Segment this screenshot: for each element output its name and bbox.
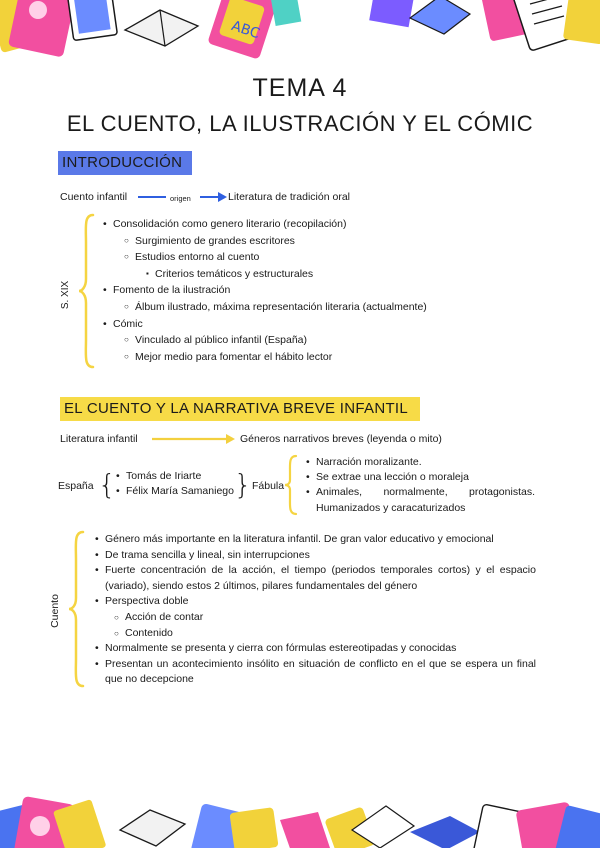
intro-side-label: S. XIX [60, 280, 72, 310]
list-item: ▪ Criterios temáticos y estructurales [155, 266, 427, 283]
intro-flow-to: Literatura de tradición oral [228, 191, 350, 203]
list-item: • Fuerte concentración de la acción, el tiempo (periodos temporales cortos) y el espacio (variado), siendo estos 2 últimos, pilares fundamentales del género [105, 563, 536, 594]
decorative-books-bottom [0, 790, 600, 848]
fabula-list [316, 455, 535, 516]
page-title: TEMA 4 [252, 74, 348, 102]
list-item: • Presentan un acontecimiento insólito en situación de conflicto en el que se espera un final que no decepcione [105, 657, 536, 688]
intro-flow-from: Cuento infantil [60, 191, 128, 203]
authors-right-brace-icon: } [234, 468, 252, 501]
books-illustration-icon [0, 0, 600, 60]
fabula-label: Fábula [252, 480, 285, 492]
list-item: • Fomento de la ilustración [113, 282, 427, 299]
list-item: ○ Vinculado al público infantil (España) [135, 332, 427, 349]
list-item: • Tomás de Iriarte [126, 469, 234, 484]
authors-left-brace-icon: { [98, 468, 116, 501]
list-item: • Se extrae una lección o moraleja [316, 470, 535, 485]
cuento-brace-icon [68, 530, 86, 688]
narrativa-flow-arrow-icon [150, 432, 236, 446]
narrativa-flow-from: Literatura infantil [60, 433, 138, 445]
list-item: • De trama sencilla y lineal, sin interrupciones [105, 548, 536, 564]
list-item: • Género más importante en la literatura infantil. De gran valor educativo y emocional [105, 532, 536, 548]
list-item: ○ Estudios entorno al cuento [135, 249, 427, 266]
decorative-books-top [0, 0, 600, 60]
list-item: ○ Acción de contar [125, 610, 536, 626]
books-illustration-icon [0, 790, 600, 848]
fabula-brace-icon [284, 454, 298, 516]
cuento-list [105, 532, 536, 688]
list-item: • Animales, normalmente, protagonistas. Humanizados y caracaturizados [316, 485, 535, 515]
list-item: • Consolidación como genero literario (recopilación) [113, 216, 427, 233]
intro-flow-label: origen [170, 194, 191, 203]
section-heading-narrativa: EL CUENTO Y LA NARRATIVA BREVE INFANTIL [60, 397, 420, 421]
cuento-side-label: Cuento [48, 594, 61, 628]
narrativa-flow-to: Géneros narrativos breves (leyenda o mito) [240, 433, 442, 445]
svg-text:ABC: ABC [229, 18, 262, 43]
list-item: • Narración moralizante. [316, 455, 535, 470]
authors-list [0, 469, 234, 499]
list-item: ○ Mejor medio para fomentar el hábito lector [135, 349, 427, 366]
section-heading-intro: INTRODUCCIÓN [58, 151, 192, 175]
list-item: • Normalmente se presenta y cierra con fórmulas estereotipadas y conocidas [105, 641, 536, 657]
intro-list [0, 216, 427, 365]
list-item: • Perspectiva doble [105, 594, 536, 610]
page-subtitle: EL CUENTO, LA ILUSTRACIÓN Y EL CÓMIC [66, 111, 534, 136]
list-item: • Félix María Samaniego [126, 484, 234, 499]
list-item: • Cómic [113, 316, 427, 333]
espana-label: España [58, 480, 94, 492]
list-item: ○ Surgimiento de grandes escritores [135, 233, 427, 250]
list-item: ○ Contenido [125, 626, 536, 642]
list-item: ○ Álbum ilustrado, máxima representación literaria (actualmente) [135, 299, 427, 316]
